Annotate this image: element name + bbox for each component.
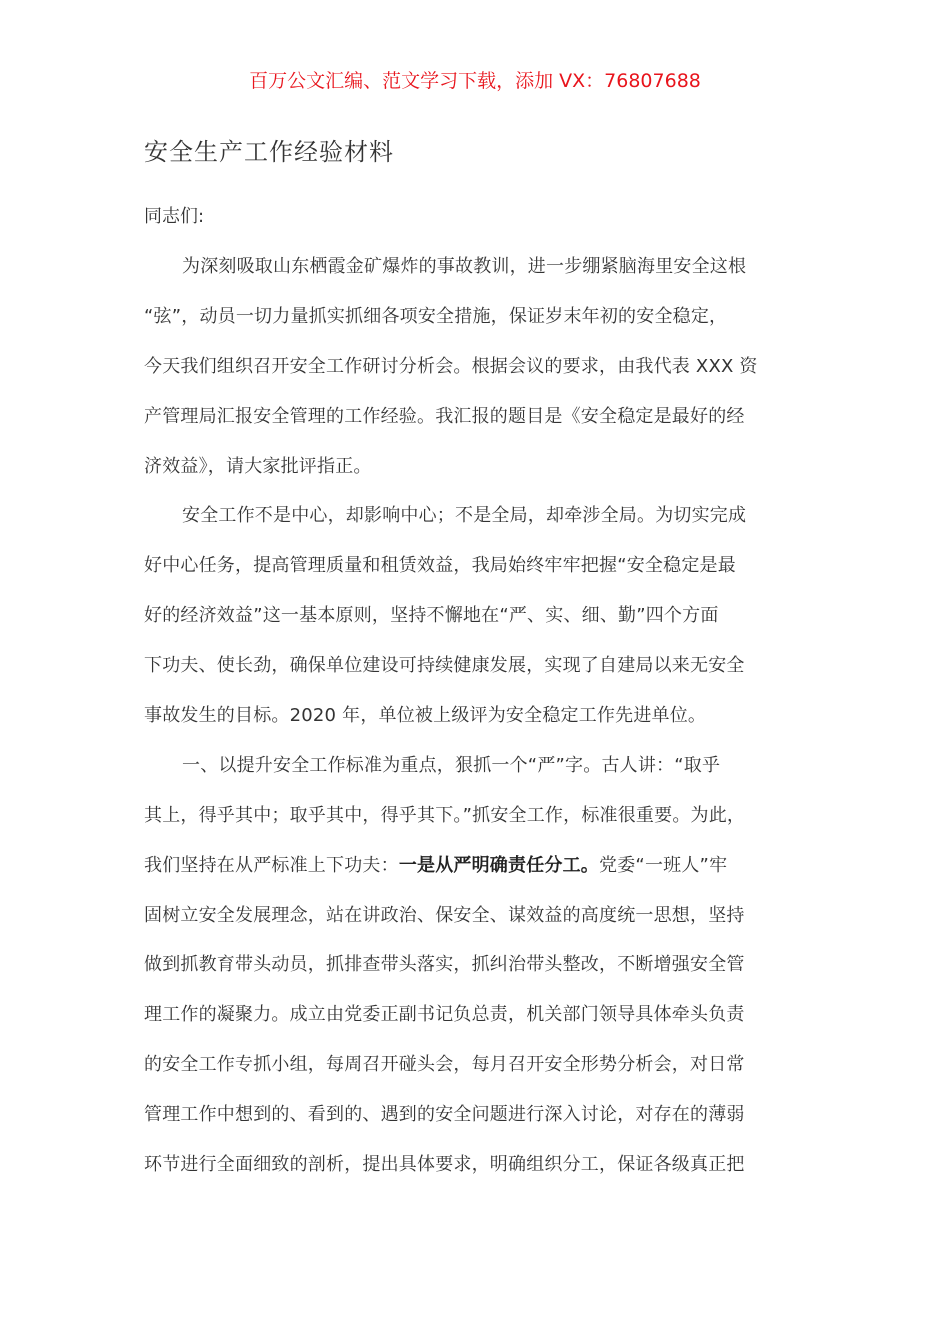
bold-emphasis: 一是从严明确责任分工。 <box>398 854 600 876</box>
body-line: 的安全工作专抓小组，每周召开碰头会，每月召开安全形势分析会，对日常 <box>144 1054 745 1076</box>
document-title: 安全生产工作经验材料 <box>144 138 394 166</box>
body-line-with-bold <box>144 851 824 901</box>
body-line: 其上，得乎其中；取乎其中，得乎其下。”抓安全工作，标准很重要。为此， <box>144 804 746 826</box>
salutation: 同志们: <box>144 206 205 227</box>
body-line: 下功夫、使长劲，确保单位建设可持续健康发展，实现了自建局以来无安全 <box>144 655 745 677</box>
body-line: 环节进行全面细致的剖析，提出具体要求，明确组织分工，保证各级真正把 <box>144 1154 745 1176</box>
line-text-pre: 我们坚持在从严标准上下功夫： <box>144 854 399 876</box>
body-line: 事故发生的目标。2020 年，单位被上级评为安全稳定工作先进单位。 <box>144 705 707 727</box>
watermark-header: 百万公文汇编、范文学习下载，添加 VX：76807688 <box>249 70 701 92</box>
body-line: 好的经济效益”这一基本原则，坚持不懈地在“严、实、细、勤”四个方面 <box>144 605 719 627</box>
body-line: 做到抓教育带头动员，抓排查带头落实，抓纠治带头整改，不断增强安全管 <box>144 954 745 976</box>
body-line: 今天我们组织召开安全工作研讨分析会。根据会议的要求，由我代表 XXX 资 <box>144 355 758 377</box>
body-line: 产管理局汇报安全管理的工作经验。我汇报的题目是《安全稳定是最好的经 <box>144 405 745 427</box>
body-line: 理工作的凝聚力。成立由党委正副书记负总责，机关部门领导具体牵头负责 <box>144 1004 745 1026</box>
body-line: 为深刻吸取山东栖霞金矿爆炸的事故教训，进一步绷紧脑海里安全这根 <box>182 256 747 277</box>
body-line: 好中心任务，提高管理质量和租赁效益，我局始终牢牢把握“安全稳定是最 <box>144 555 736 577</box>
section-heading-line: 一、以提升安全工作标准为重点，狠抓一个“严”字。古人讲：“取乎 <box>182 754 721 776</box>
body-line: 固树立安全发展理念，站在讲政治、保安全、谋效益的高度统一思想，坚持 <box>144 904 745 926</box>
document-body <box>144 252 824 1200</box>
body-line: “弦”，动员一切力量抓实抓细各项安全措施，保证岁末年初的安全稳定， <box>144 305 728 327</box>
body-line: 安全工作不是中心，却影响中心；不是全局，却牵涉全局。为切实完成 <box>182 505 747 527</box>
body-line: 管理工作中想到的、看到的、遇到的安全问题进行深入讨论，对存在的薄弱 <box>144 1104 745 1126</box>
body-line: 济效益》，请大家批评指正。 <box>144 455 372 477</box>
line-text-post: 党委“一班人”牢 <box>599 854 728 876</box>
